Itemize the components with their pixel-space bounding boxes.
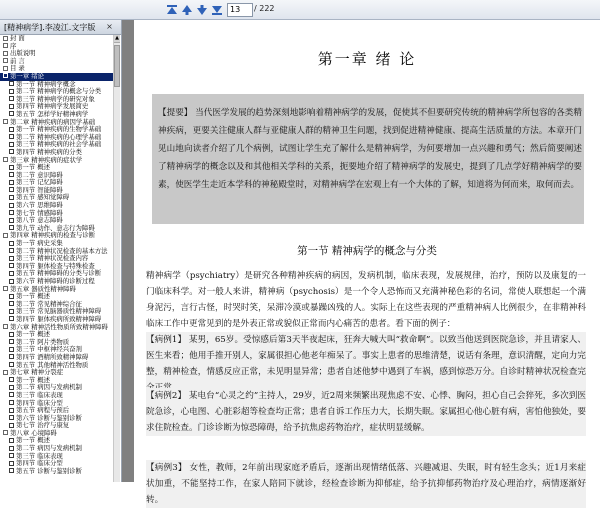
- outline-item-label: 第二节 常见精神综合征: [16, 299, 82, 308]
- outline-item-label: 第七章 精神分裂症: [10, 368, 64, 377]
- outline-item-label: 第五节 诊断与鉴别诊断: [16, 466, 82, 475]
- bookmark-icon: [9, 446, 14, 451]
- bookmark-icon: [9, 400, 14, 405]
- bookmark-icon: [9, 89, 14, 94]
- bookmark-icon: [9, 263, 14, 268]
- outline-item[interactable]: [0, 35, 113, 43]
- chapter-title: 第一章 绪 论: [317, 50, 417, 68]
- outline-item-label: 第四章 精神疾病的检查与诊断: [10, 231, 96, 240]
- outline-item[interactable]: [0, 468, 113, 476]
- bookmark-icon: [9, 415, 14, 420]
- outline-item-label: 前 言: [10, 56, 25, 65]
- bookmark-icon: [9, 218, 14, 223]
- bookmark-icon: [9, 111, 14, 116]
- outline-item-label: 第三节 精神状况检查内容: [16, 254, 89, 263]
- outline-item-label: 第二节 精神病学的概念与分类: [16, 87, 102, 96]
- document-page: [134, 20, 600, 505]
- case-paragraph: 【病例1】 某男，65岁。受惊感后第3天半夜起床，狂奔大喊大叫“救命啊”。以致当他送到医院急诊，并且请家人、医生来看；他用手推开别人，家属很担心他老年痴呆了。事实上患者的思维清楚，说话有条理，意识清醒，定向力完整，精神检查，情感反应正常，未见明显异常；患者自述他梦中遇到了车祸，感到惊恐万分。自诊时精神状况检查完: [146, 332, 586, 396]
- outline-item-label: 第二节 病因与发病机制: [16, 444, 82, 453]
- scrollbar-thumb[interactable]: [114, 45, 120, 87]
- outline-item-label: 第二节 阿片类物质: [16, 337, 70, 346]
- bookmark-icon: [9, 468, 14, 473]
- bookmark-icon: [9, 377, 14, 382]
- outline-item-label: 第五节 怎样学好精神病学: [16, 109, 89, 118]
- first-page-icon[interactable]: [165, 3, 179, 17]
- outline-item-label: 序: [10, 41, 17, 50]
- outline-item-label: 第七节 情感障碍: [16, 208, 63, 217]
- bookmark-icon: [9, 453, 14, 458]
- expand-node-icon[interactable]: [3, 119, 8, 124]
- bookmark-icon: [9, 385, 14, 390]
- outline-item-label: 第九节 动作、意志行为障碍: [16, 223, 95, 232]
- panel-tab-title: [精神病学].李凌江.文字版: [4, 23, 96, 32]
- outline-item-label: 第三节 记忆障碍: [16, 178, 63, 187]
- bookmark-icon: [9, 279, 14, 284]
- last-page-icon[interactable]: [210, 3, 224, 17]
- bookmark-icon: [9, 354, 14, 359]
- outline-item-label: 第三章 精神疾病的症状学: [10, 155, 83, 164]
- outline-item-label: 第六章 精神活性物质所致精神障碍: [10, 322, 108, 331]
- bookmark-icon: [9, 438, 14, 443]
- bookmark-icon: [9, 256, 14, 261]
- page-total: / 222: [254, 4, 275, 13]
- outline-item-label: 第二节 意识障碍: [16, 170, 63, 179]
- bookmark-icon: [9, 203, 14, 208]
- bookmark-icon: [9, 392, 14, 397]
- outline-item-label: 第四节 精神病学发展简史: [16, 102, 89, 111]
- bookmark-panel: [0, 20, 122, 482]
- close-icon[interactable]: ×: [106, 22, 113, 31]
- bookmark-icon: [9, 316, 14, 321]
- expand-node-icon[interactable]: [3, 51, 8, 56]
- outline-item-label: 第二节 病因与发病机制: [16, 383, 82, 392]
- outline-item-label: 第一节 概述: [16, 375, 50, 384]
- bookmark-icon: [9, 96, 14, 101]
- bookmark-icon: [9, 172, 14, 177]
- outline-item-label: 第一节 概述: [16, 163, 50, 172]
- outline-item-label: 第四节 躯体疾病所致精神障碍: [16, 314, 102, 323]
- case-paragraph: 【病例3】 女性，教师，2年前出现家庭矛盾后，逐渐出现情绪低落、兴趣减退、失眠，时有轻生念头；近1月来症状加重，不能坚持工作，在家人陪同下就诊，经检查诊断为抑郁症，给予抗抑郁药物治疗及心理治疗，病情逐渐好转。: [146, 460, 586, 508]
- expand-node-icon[interactable]: [3, 233, 8, 238]
- outline-item-label: 第一节 概述: [16, 292, 50, 301]
- outline-item-label: 第二节 精神状况检查的基本方法: [16, 246, 108, 255]
- expand-node-icon[interactable]: [3, 157, 8, 162]
- bookmark-outline: [0, 35, 113, 482]
- expand-node-icon[interactable]: [3, 430, 8, 435]
- bookmark-icon: [9, 180, 14, 185]
- bookmark-icon: [9, 347, 14, 352]
- bookmark-icon: [9, 408, 14, 413]
- outline-item-label: 第四节 酒精所致精神障碍: [16, 352, 89, 361]
- bookmark-icon: [9, 301, 14, 306]
- outline-item-label: 第三节 常见脑器质性精神障碍: [16, 307, 102, 316]
- outline-item-label: 第五节 病程与预后: [16, 406, 70, 415]
- outline-item-label: 封 面: [10, 34, 25, 42]
- outline-item-label: 第五节 感知觉障碍: [16, 193, 70, 202]
- bookmark-icon: [9, 339, 14, 344]
- bookmark-icon: [9, 294, 14, 299]
- body-paragraph: 精神病学（psychiatry）是研究各种精神疾病的病因，发病机制，临床表现，发展规律，治疗，预防以及康复的一门临床科学。对一般人来讲，精神病（psychosis）是一个令人恐怖而又充满神秘色彩的名词，常使人联想起一个满身泥污，言行古怪，时哭时笑，呆滞冷漠或暴躁凶残的人。实际上在这些表现的严重精神病人比例很少，在非精神科临床工作中更常见到的是外表正常或貌似正常而内心痛苦的患者。看下面的例子：: [146, 271, 586, 329]
- outline-item-label: 第八节 意志障碍: [16, 216, 63, 225]
- bookmark-icon: [9, 423, 14, 428]
- outline-item-label: 第一节 精神病学概念: [16, 79, 76, 88]
- outline-item-label: 第六节 精神障碍的诊断过程: [16, 277, 95, 285]
- bookmark-icon: [9, 187, 14, 192]
- bookmark-icon: [9, 461, 14, 466]
- bookmark-icon: [9, 225, 14, 230]
- outline-item-label: 第一节 概述: [16, 330, 50, 339]
- expand-node-icon[interactable]: [3, 370, 8, 375]
- outline-item-label: 第三节 临床表现: [16, 390, 63, 399]
- outline-item-label: 第二章 精神疾病的病因学基础: [10, 117, 96, 126]
- bookmark-icon: [9, 309, 14, 314]
- expand-node-icon[interactable]: [3, 58, 8, 63]
- outline-item-label: 第一节 精神疾病的生物学基础: [16, 125, 102, 134]
- section-title: 第一节 精神病学的概念与分类: [297, 245, 437, 257]
- outline-item-label: 第五节 精神障碍的分类与诊断: [16, 269, 102, 278]
- expand-node-icon[interactable]: [3, 73, 8, 78]
- bookmark-icon: [9, 142, 14, 147]
- toolbar: [0, 0, 600, 20]
- outline-item-label: 目 录: [10, 64, 25, 73]
- outline-item-label: 第四节 躯体检查与特殊检查: [16, 261, 95, 270]
- bookmark-icon: [9, 248, 14, 253]
- outline-item-label: 第四节 智能障碍: [16, 185, 63, 194]
- outline-item-label: 第八章 心境障碍: [10, 428, 57, 437]
- bookmark-icon: [9, 81, 14, 86]
- outline-item-label: 第三节 中枢神经兴奋剂: [16, 345, 82, 354]
- outline-item-label: 出版说明: [10, 49, 36, 58]
- outline-item-label: 第三节 精神病学的研究对象: [16, 94, 95, 103]
- outline-item-label: 第一节 概述: [16, 436, 50, 445]
- prev-page-icon[interactable]: [180, 3, 194, 17]
- outline-item-label: 第一章 绪论: [10, 71, 44, 80]
- outline-item-label: 第六节 思维障碍: [16, 201, 63, 210]
- page-number-input[interactable]: 13: [227, 3, 253, 17]
- bookmark-icon: [9, 149, 14, 154]
- bookmark-icon: [9, 165, 14, 170]
- outline-item-label: 第四节 临床分型: [16, 459, 63, 468]
- next-page-icon[interactable]: [195, 3, 209, 17]
- bookmark-icon: [9, 362, 14, 367]
- outline-item-label: 第五章 器质性精神障碍: [10, 284, 76, 293]
- panel-tab[interactable]: [0, 20, 121, 35]
- summary-box: [152, 94, 584, 224]
- outline-item-label: 第一节 病史采集: [16, 239, 63, 248]
- bookmark-icon: [9, 241, 14, 246]
- bookmark-icon: [9, 210, 14, 215]
- expand-node-icon[interactable]: [3, 66, 8, 71]
- bookmark-icon: [9, 104, 14, 109]
- bookmark-icon: [9, 134, 14, 139]
- outline-item-label: 第四节 精神疾病的分类: [16, 147, 82, 156]
- bookmark-icon: [9, 271, 14, 276]
- outline-item-label: 第三节 临床表现: [16, 451, 63, 460]
- outline-item-label: 第六节 诊断与鉴别诊断: [16, 413, 82, 422]
- bookmark-icon: [9, 195, 14, 200]
- expand-node-icon[interactable]: [3, 286, 8, 291]
- outline-item-label: 第七节 治疗与康复: [16, 421, 70, 430]
- panel-divider[interactable]: [122, 20, 134, 482]
- scroll-up-icon[interactable]: ▲: [115, 35, 119, 41]
- expand-node-icon[interactable]: [3, 36, 8, 41]
- bookmark-icon: [9, 332, 14, 337]
- summary-text: 【提要】 当代医学发展的趋势深刻地影响着精神病学的发展，促使其不但要研究传统的精神病学所包容的各类精神疾病，更要关注健康人群与亚健康人群的精神卫生问题，找到促进精神健康、提高生活质量的方法。本章开门见山地向读者介绍了几个病例，试图让学生充了解什么是精神病学，为何要增加一点兴趣和勇气；然后简要阐述了精神病学的概念以及和其他相关学科的关系，扼要地介绍了精神病学的发展史，提到了几点学好精神病学的要素，使医学生走近本学科的神秘殿堂时，对精神病学在宏观上有一个大体的了解，知道将为何而来，取何而去。: [158, 108, 582, 190]
- expand-node-icon[interactable]: [3, 324, 8, 329]
- bookmark-icon: [9, 127, 14, 132]
- outline-item-label: 第五节 其他精神活性物质: [16, 360, 89, 369]
- outline-item-label: 第二节 精神疾病的心理学基础: [16, 132, 102, 141]
- outline-scrollbar[interactable]: [113, 35, 120, 482]
- expand-node-icon[interactable]: [3, 43, 8, 48]
- outline-item-label: 第三节 精神疾病的社会学基础: [16, 140, 102, 149]
- case-paragraph: 【病例2】 某电台“心灵之约”主持人，29岁，近2周来频繁出现焦虑不安、心悸、胸闷，担心自己会猝死，多次到医院急诊，心电图、心脏彩超等检查均正常；患者自诉工作压力大，长期失眠。家属担心他心脏有病，害怕他独处，要求住院检查。门诊诊断为惊恐障碍，给予抗焦虑药物治疗，症状明显缓解。: [146, 388, 586, 436]
- outline-item-label: 第四节 临床分型: [16, 398, 63, 407]
